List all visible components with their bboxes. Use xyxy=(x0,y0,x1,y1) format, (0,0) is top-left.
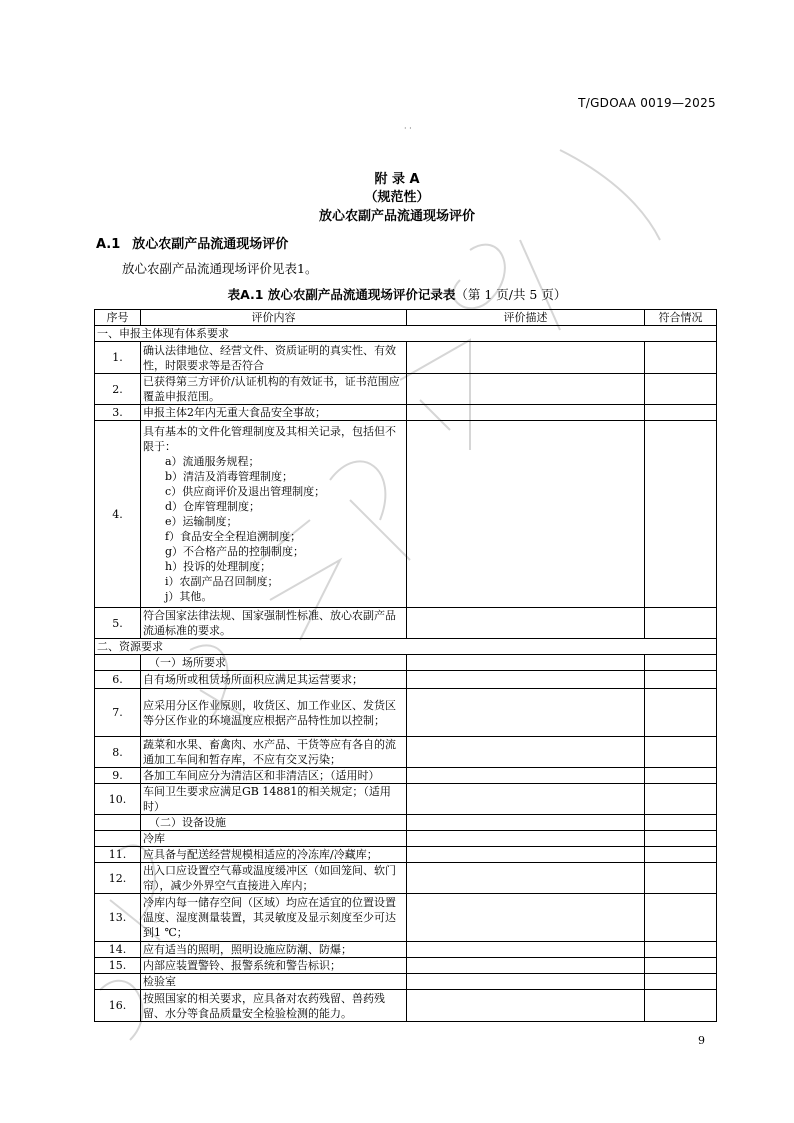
evaluation-table xyxy=(94,309,717,1022)
annex-nature: （规范性） xyxy=(364,190,430,205)
description-cell[interactable] xyxy=(407,990,645,1022)
description-cell[interactable] xyxy=(407,863,645,894)
description-cell[interactable] xyxy=(407,342,645,374)
compliance-cell[interactable] xyxy=(645,608,717,639)
description-cell[interactable] xyxy=(407,847,645,863)
description-cell[interactable] xyxy=(407,958,645,974)
sub-item: f）食品安全全程追溯制度； xyxy=(165,530,302,543)
table-row xyxy=(95,958,717,974)
compliance-cell[interactable] xyxy=(645,689,717,737)
sub-item: b）清洁及消毒管理制度； xyxy=(165,470,294,483)
compliance-cell[interactable] xyxy=(645,342,717,374)
table-row xyxy=(95,894,717,942)
sub-item: i）农副产品召回制度； xyxy=(165,575,279,588)
table-row xyxy=(95,421,717,608)
description-cell[interactable] xyxy=(407,689,645,737)
sub-item: a）流通服务规程； xyxy=(165,455,260,468)
description-cell[interactable] xyxy=(407,405,645,421)
table-row xyxy=(95,689,717,737)
sub-item-list xyxy=(143,454,404,604)
subcategory-row xyxy=(95,815,717,831)
row-content: 确认法律地位、经营文件、资质证明的真实性、有效性，时限要求等是否符合 xyxy=(141,342,407,374)
row-number: 4. xyxy=(95,421,141,608)
table-row xyxy=(95,990,717,1022)
row-content: 符合国家法律法规、国家强制性标准、放心农副产品流通标准的要求。 xyxy=(141,608,407,639)
subcategory-row xyxy=(95,655,717,671)
row-number: 16. xyxy=(95,990,141,1022)
row-content xyxy=(141,421,407,608)
header-serial: 序号 xyxy=(95,310,141,326)
header-content: 评价内容 xyxy=(141,310,407,326)
section-heading xyxy=(96,233,288,252)
row-number: 6. xyxy=(95,671,141,689)
row-content: 应采用分区作业原则，收货区、加工作业区、发货区等分区作业的环境温度应根据产品特性加以控制； xyxy=(141,689,407,737)
compliance-cell[interactable] xyxy=(645,894,717,942)
annex-title: 放心农副产品流通现场评价 xyxy=(318,209,475,224)
row-number: 5. xyxy=(95,608,141,639)
table-row xyxy=(95,342,717,374)
row-content: 蔬菜和水果、畜禽肉、水产品、干货等应有各自的流通加工车间和暂存库，不应有交叉污染； xyxy=(141,737,407,768)
compliance-cell[interactable] xyxy=(645,671,717,689)
scan-dots: · · xyxy=(404,124,412,133)
table-row xyxy=(95,608,717,639)
row-number: 1. xyxy=(95,342,141,374)
description-cell[interactable] xyxy=(407,784,645,815)
row-number: 2. xyxy=(95,374,141,405)
row-number: 3. xyxy=(95,405,141,421)
description-cell[interactable] xyxy=(407,737,645,768)
row-content: 应有适当的照明，照明设施应防潮、防爆； xyxy=(141,942,407,958)
table-row xyxy=(95,405,717,421)
compliance-cell[interactable] xyxy=(645,405,717,421)
row-number: 15. xyxy=(95,958,141,974)
subcategory-label: 冷库 xyxy=(141,831,407,847)
table-caption xyxy=(0,285,794,303)
compliance-cell[interactable] xyxy=(645,421,717,608)
row-number: 14. xyxy=(95,942,141,958)
description-cell[interactable] xyxy=(407,768,645,784)
table-row xyxy=(95,671,717,689)
row-content-lead: 具有基本的文件化管理制度及其相关记录，包括但不限于： xyxy=(143,425,396,453)
table-caption-title: 表A.1 放心农副产品流通现场评价记录表 xyxy=(227,287,456,302)
section-number: A.1 xyxy=(96,237,121,252)
row-number: 7. xyxy=(95,689,141,737)
row-content: 申报主体2年内无重大食品安全事故； xyxy=(141,405,407,421)
subcategory-label: 检验室 xyxy=(141,974,407,990)
sub-item: c）供应商评价及退出管理制度； xyxy=(165,485,326,498)
compliance-cell[interactable] xyxy=(645,768,717,784)
compliance-cell[interactable] xyxy=(645,847,717,863)
row-number: 12. xyxy=(95,863,141,894)
row-number: 10. xyxy=(95,784,141,815)
row-content: 各加工车间应分为清洁区和非清洁区；（适用时） xyxy=(141,768,407,784)
compliance-cell[interactable] xyxy=(645,958,717,974)
row-content: 已获得第三方评价/认证机构的有效证书，证书范围应覆盖申报范围。 xyxy=(141,374,407,405)
standard-code: T/GDOAA 0019—2025 xyxy=(578,96,716,110)
row-content: 冷库内每一储存空间（区域）均应在适宜的位置设置温度、湿度测量装置，其灵敏度及显示刻度至少可达到1 ℃； xyxy=(141,894,407,942)
subcategory-label: （一）场所要求 xyxy=(141,655,407,671)
table-row xyxy=(95,784,717,815)
compliance-cell[interactable] xyxy=(645,737,717,768)
table-header-row xyxy=(95,310,717,326)
subcategory-label: （二）设备设施 xyxy=(141,815,407,831)
table-row xyxy=(95,942,717,958)
row-number: 11. xyxy=(95,847,141,863)
compliance-cell[interactable] xyxy=(645,990,717,1022)
subcategory-row xyxy=(95,831,717,847)
compliance-cell[interactable] xyxy=(645,374,717,405)
section-title: 放心农副产品流通现场评价 xyxy=(132,237,289,252)
row-content: 按照国家的相关要求，应具备对农药残留、兽药残留、水分等食品质量安全检验检测的能力。 xyxy=(141,990,407,1022)
row-number: 8. xyxy=(95,737,141,768)
category-label: 二、资源要求 xyxy=(95,639,717,655)
description-cell[interactable] xyxy=(407,374,645,405)
category-row xyxy=(95,326,717,342)
category-row xyxy=(95,639,717,655)
row-content: 自有场所或租赁场所面积应满足其运营要求； xyxy=(141,671,407,689)
description-cell[interactable] xyxy=(407,942,645,958)
sub-item: j）其他。 xyxy=(165,590,213,603)
table-row xyxy=(95,737,717,768)
row-number: 9. xyxy=(95,768,141,784)
row-content: 出入口应设置空气幕或温度缓冲区（如回笼间、软门帘），减少外界空气直接进入库内； xyxy=(141,863,407,894)
table-row xyxy=(95,374,717,405)
compliance-cell[interactable] xyxy=(645,784,717,815)
header-compliance: 符合情况 xyxy=(645,310,717,326)
compliance-cell[interactable] xyxy=(645,942,717,958)
table-row xyxy=(95,847,717,863)
intro-paragraph: 放心农副产品流通现场评价见表1。 xyxy=(122,261,318,276)
sub-item: h）投诉的处理制度； xyxy=(165,560,272,573)
subcategory-row xyxy=(95,974,717,990)
compliance-cell[interactable] xyxy=(645,863,717,894)
annex-label: 附 录 A xyxy=(374,172,420,187)
category-label: 一、申报主体现有体系要求 xyxy=(95,326,717,342)
row-content: 内部应装置警铃、报警系统和警告标识； xyxy=(141,958,407,974)
page-number: 9 xyxy=(698,1034,705,1047)
description-cell[interactable] xyxy=(407,608,645,639)
description-cell[interactable] xyxy=(407,671,645,689)
sub-item: d）仓库管理制度； xyxy=(165,500,261,513)
table-row xyxy=(95,863,717,894)
table-caption-pages: （第 1 页/共 5 页） xyxy=(455,287,567,302)
header-description: 评价描述 xyxy=(407,310,645,326)
row-content: 车间卫生要求应满足GB 14881的相关规定；（适用时） xyxy=(141,784,407,815)
description-cell[interactable] xyxy=(407,894,645,942)
sub-item: e）运输制度； xyxy=(165,515,238,528)
row-content: 应具备与配送经营规模相适应的冷冻库/冷藏库； xyxy=(141,847,407,863)
description-cell[interactable] xyxy=(407,421,645,608)
sub-item: g）不合格产品的控制制度； xyxy=(165,545,305,558)
row-number: 13. xyxy=(95,894,141,942)
table-row xyxy=(95,768,717,784)
